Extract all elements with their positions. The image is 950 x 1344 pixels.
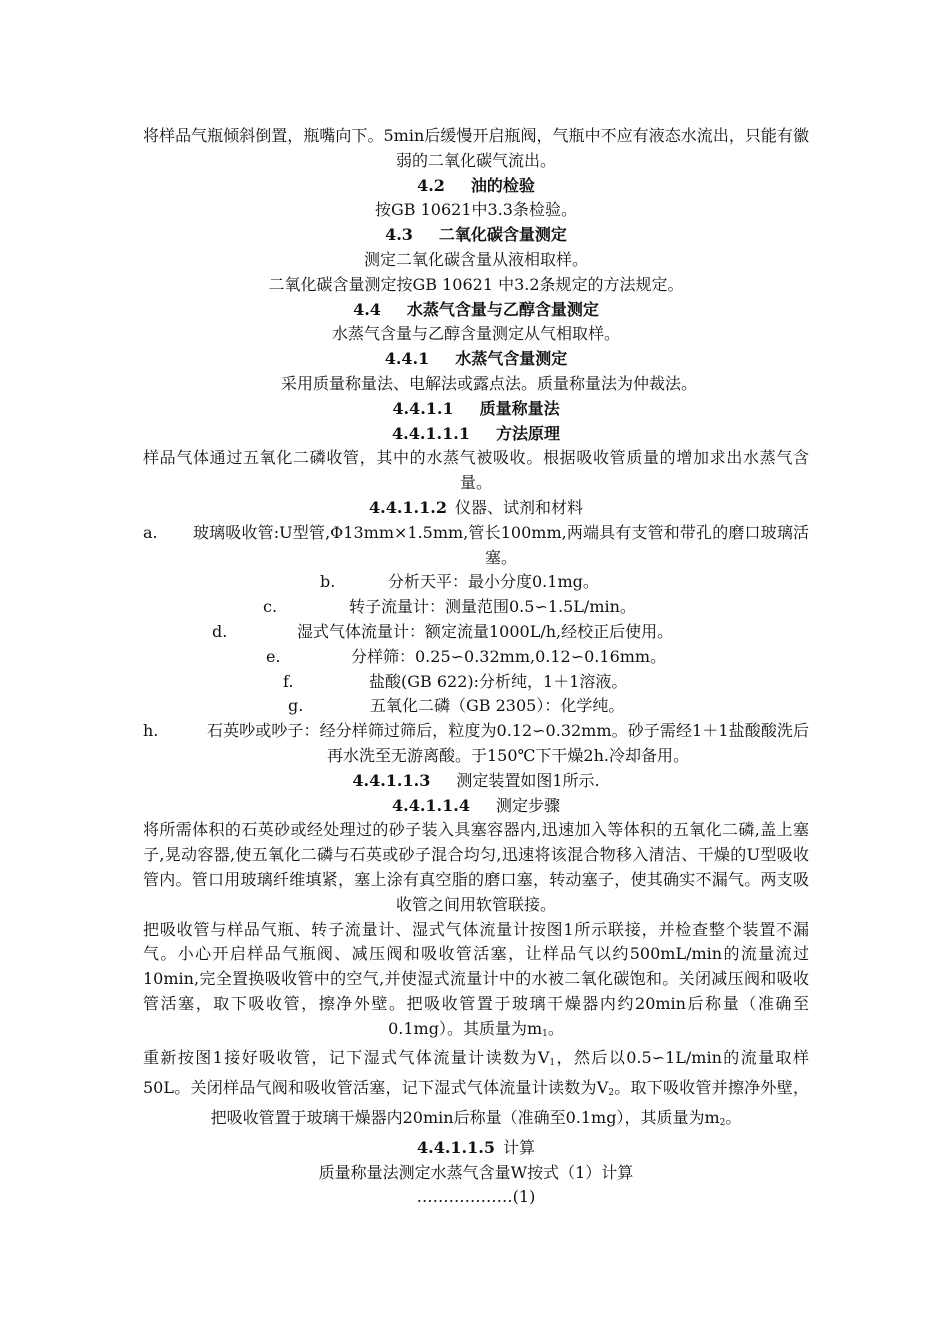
heading-4-4-1-1-3: [143, 769, 809, 794]
paragraph-procedure-2: [143, 918, 809, 1047]
subscript: 2: [719, 1118, 726, 1129]
list-item-label: d.: [212, 621, 228, 641]
heading-number: 4.4.1.1.3: [352, 770, 431, 790]
paragraph-text: 。取下吸收管并擦净外壁，把吸收管置于玻璃干燥器内20min后称量（准确至0.1mg），其质量为m: [210, 1078, 809, 1128]
paragraph-4-3-b: 二氧化碳含量测定按GB 10621 中3.2条规定的方法规定。: [268, 274, 684, 294]
list-item: [143, 670, 809, 695]
heading-title: 测定装置如图1所示.: [456, 770, 600, 790]
heading-title: 油的检验: [470, 175, 535, 195]
heading-4-4: [143, 298, 809, 323]
heading-number: 4.4: [353, 299, 381, 319]
heading-number: 4.4.1.1.4: [392, 795, 470, 815]
paragraph-text: 把吸收管与样品气瓶、转子流量计、湿式气体流量计按图1所示联接，并检查整个装置不漏气。小心开启样品气瓶阀、减压阀和吸收管活塞，让样品气以约500mL/min的流量流过10min,完全置换吸收管中的空气,并使湿式流量计中的水被二氧化碳饱和。关闭减压阀和吸收管活塞，取下吸收管，擦净外壁。把吸收管置于玻璃干燥器内约20min后称量（准确至0.1mg）。其质量为m: [143, 919, 809, 1038]
paragraph-calculation: 质量称量法测定水蒸气含量W按式（1）计算: [318, 1162, 634, 1182]
list-item-label: h.: [143, 721, 159, 741]
heading-number: 4.4.1.1.5: [417, 1137, 495, 1157]
list-item-text: 分析天平：最小分度0.1mg。: [388, 572, 599, 592]
paragraph-4-4: 水蒸气含量与乙醇含量测定从气相取样。: [331, 324, 620, 344]
list-item: [143, 595, 809, 620]
paragraph-text: 重新按图1接好吸收管，记下湿式气体流量计读数为V: [143, 1048, 550, 1068]
heading-4-4-1-1-5: [143, 1136, 809, 1161]
heading-4-4-1-1-1: [143, 422, 809, 447]
list-item-label: f.: [283, 671, 294, 691]
list-item-label: b.: [320, 572, 336, 592]
list-item: [143, 570, 809, 595]
document-page: [143, 124, 809, 1210]
list-item: [143, 694, 809, 719]
list-item-label: g.: [288, 696, 304, 716]
list-item-text: 玻璃吸收管:U型管,Φ13mm×1.5mm,管长100mm,两端具有支管和带孔的磨口玻璃活塞。: [193, 522, 809, 567]
heading-number: 4.4.1.1: [392, 398, 454, 418]
list-item-label: a.: [143, 522, 158, 542]
heading-title: 水蒸气含量测定: [455, 349, 568, 369]
paragraph-procedure-3: [143, 1046, 809, 1135]
subscript: 1: [542, 1028, 548, 1039]
paragraph-procedure-1: 将所需体积的石英砂或经处理过的砂子装入具塞容器内,迅速加入等体积的五氧化二磷,盖上塞子,晃动容器,使五氧化二磷与石英或砂子混合均匀,迅速将该混合物移入清洁、干燥的U型吸收管内。管口用玻璃纤维填紧，塞上涂有真空脂的磨口塞，转动塞子，使其确实不漏气。两支吸收管之间用软管联接。: [143, 820, 809, 914]
list-item: [143, 521, 809, 571]
heading-4-4-1-1-2: [143, 496, 809, 521]
heading-4-2: [143, 174, 809, 199]
paragraph-text: 。: [547, 1018, 564, 1038]
heading-4-4-1-1-4: [143, 794, 809, 819]
heading-title: 计算: [502, 1137, 535, 1157]
list-item-label: e.: [266, 646, 281, 666]
paragraph-4-2: 按GB 10621中3.3条检验。: [375, 200, 577, 220]
heading-title: 仪器、试剂和材料: [454, 497, 583, 517]
heading-number: 4.2: [417, 175, 445, 195]
heading-number: 4.4.1.1.2: [369, 497, 447, 517]
list-item-label: c.: [263, 597, 278, 617]
list-item: [143, 645, 809, 670]
heading-number: 4.4.1: [384, 349, 430, 369]
heading-title: 测定步骤: [495, 795, 560, 815]
equation-number: ………………(1): [416, 1187, 536, 1207]
heading-title: 质量称量法: [479, 398, 560, 418]
heading-4-3: [143, 223, 809, 248]
heading-number: 4.3: [385, 225, 413, 245]
heading-number: 4.4.1.1.1: [392, 423, 470, 443]
paragraph-text: 。: [725, 1108, 742, 1128]
paragraph-method-principle: 样品气体通过五氧化二磷收管，其中的水蒸气被吸收。根据吸收管质量的增加求出水蒸气含量。: [143, 448, 809, 493]
heading-4-4-1-1: [143, 397, 809, 422]
list-item-text: 石英吵或吵子：经分样筛过筛后，粒度为0.12∽0.32mm。砂子需经1＋1盐酸酸洗后再水洗至无游离酸。于150℃下干燥2h.冷却备用。: [207, 721, 809, 765]
list-item: [143, 620, 809, 645]
heading-title: 方法原理: [495, 423, 560, 443]
list-item-text: 转子流量计：测量范围0.5∽1.5L/min。: [349, 597, 636, 617]
paragraph-text: ，然后以0.5∽1L/min的流量取样50L。关闭样品气阀和吸收管活塞，记下湿式气体流量计读数为V: [143, 1048, 809, 1098]
subscript: 1: [549, 1058, 556, 1069]
paragraph-4-4-1: 采用质量称量法、电解法或露点法。质量称量法为仲裁法。: [280, 373, 697, 393]
list-item-text: 盐酸(GB 622):分析纯，1＋1溶液。: [369, 671, 628, 691]
subscript: 2: [608, 1088, 614, 1099]
heading-title: 水蒸气含量与乙醇含量测定: [406, 299, 599, 319]
list-item-text: 分样筛：0.25∽0.32mm,0.12∽0.16mm。: [351, 646, 667, 666]
list-item-text: 五氧化二磷（GB 2305）：化学纯。: [370, 696, 625, 716]
heading-4-4-1: [143, 347, 809, 372]
paragraph-intro: 将样品气瓶倾斜倒置，瓶嘴向下。5min后缓慢开启瓶阀，气瓶中不应有液态水流出，只能有徽弱的二氧化碳气流出。: [143, 126, 809, 170]
list-item-text: 湿式气体流量计：额定流量1000L/h,经校正后使用。: [297, 621, 674, 641]
paragraph-4-3-a: 测定二氧化碳含量从液相取样。: [363, 249, 588, 269]
list-item: [143, 719, 809, 769]
heading-title: 二氧化碳含量测定: [438, 225, 567, 245]
